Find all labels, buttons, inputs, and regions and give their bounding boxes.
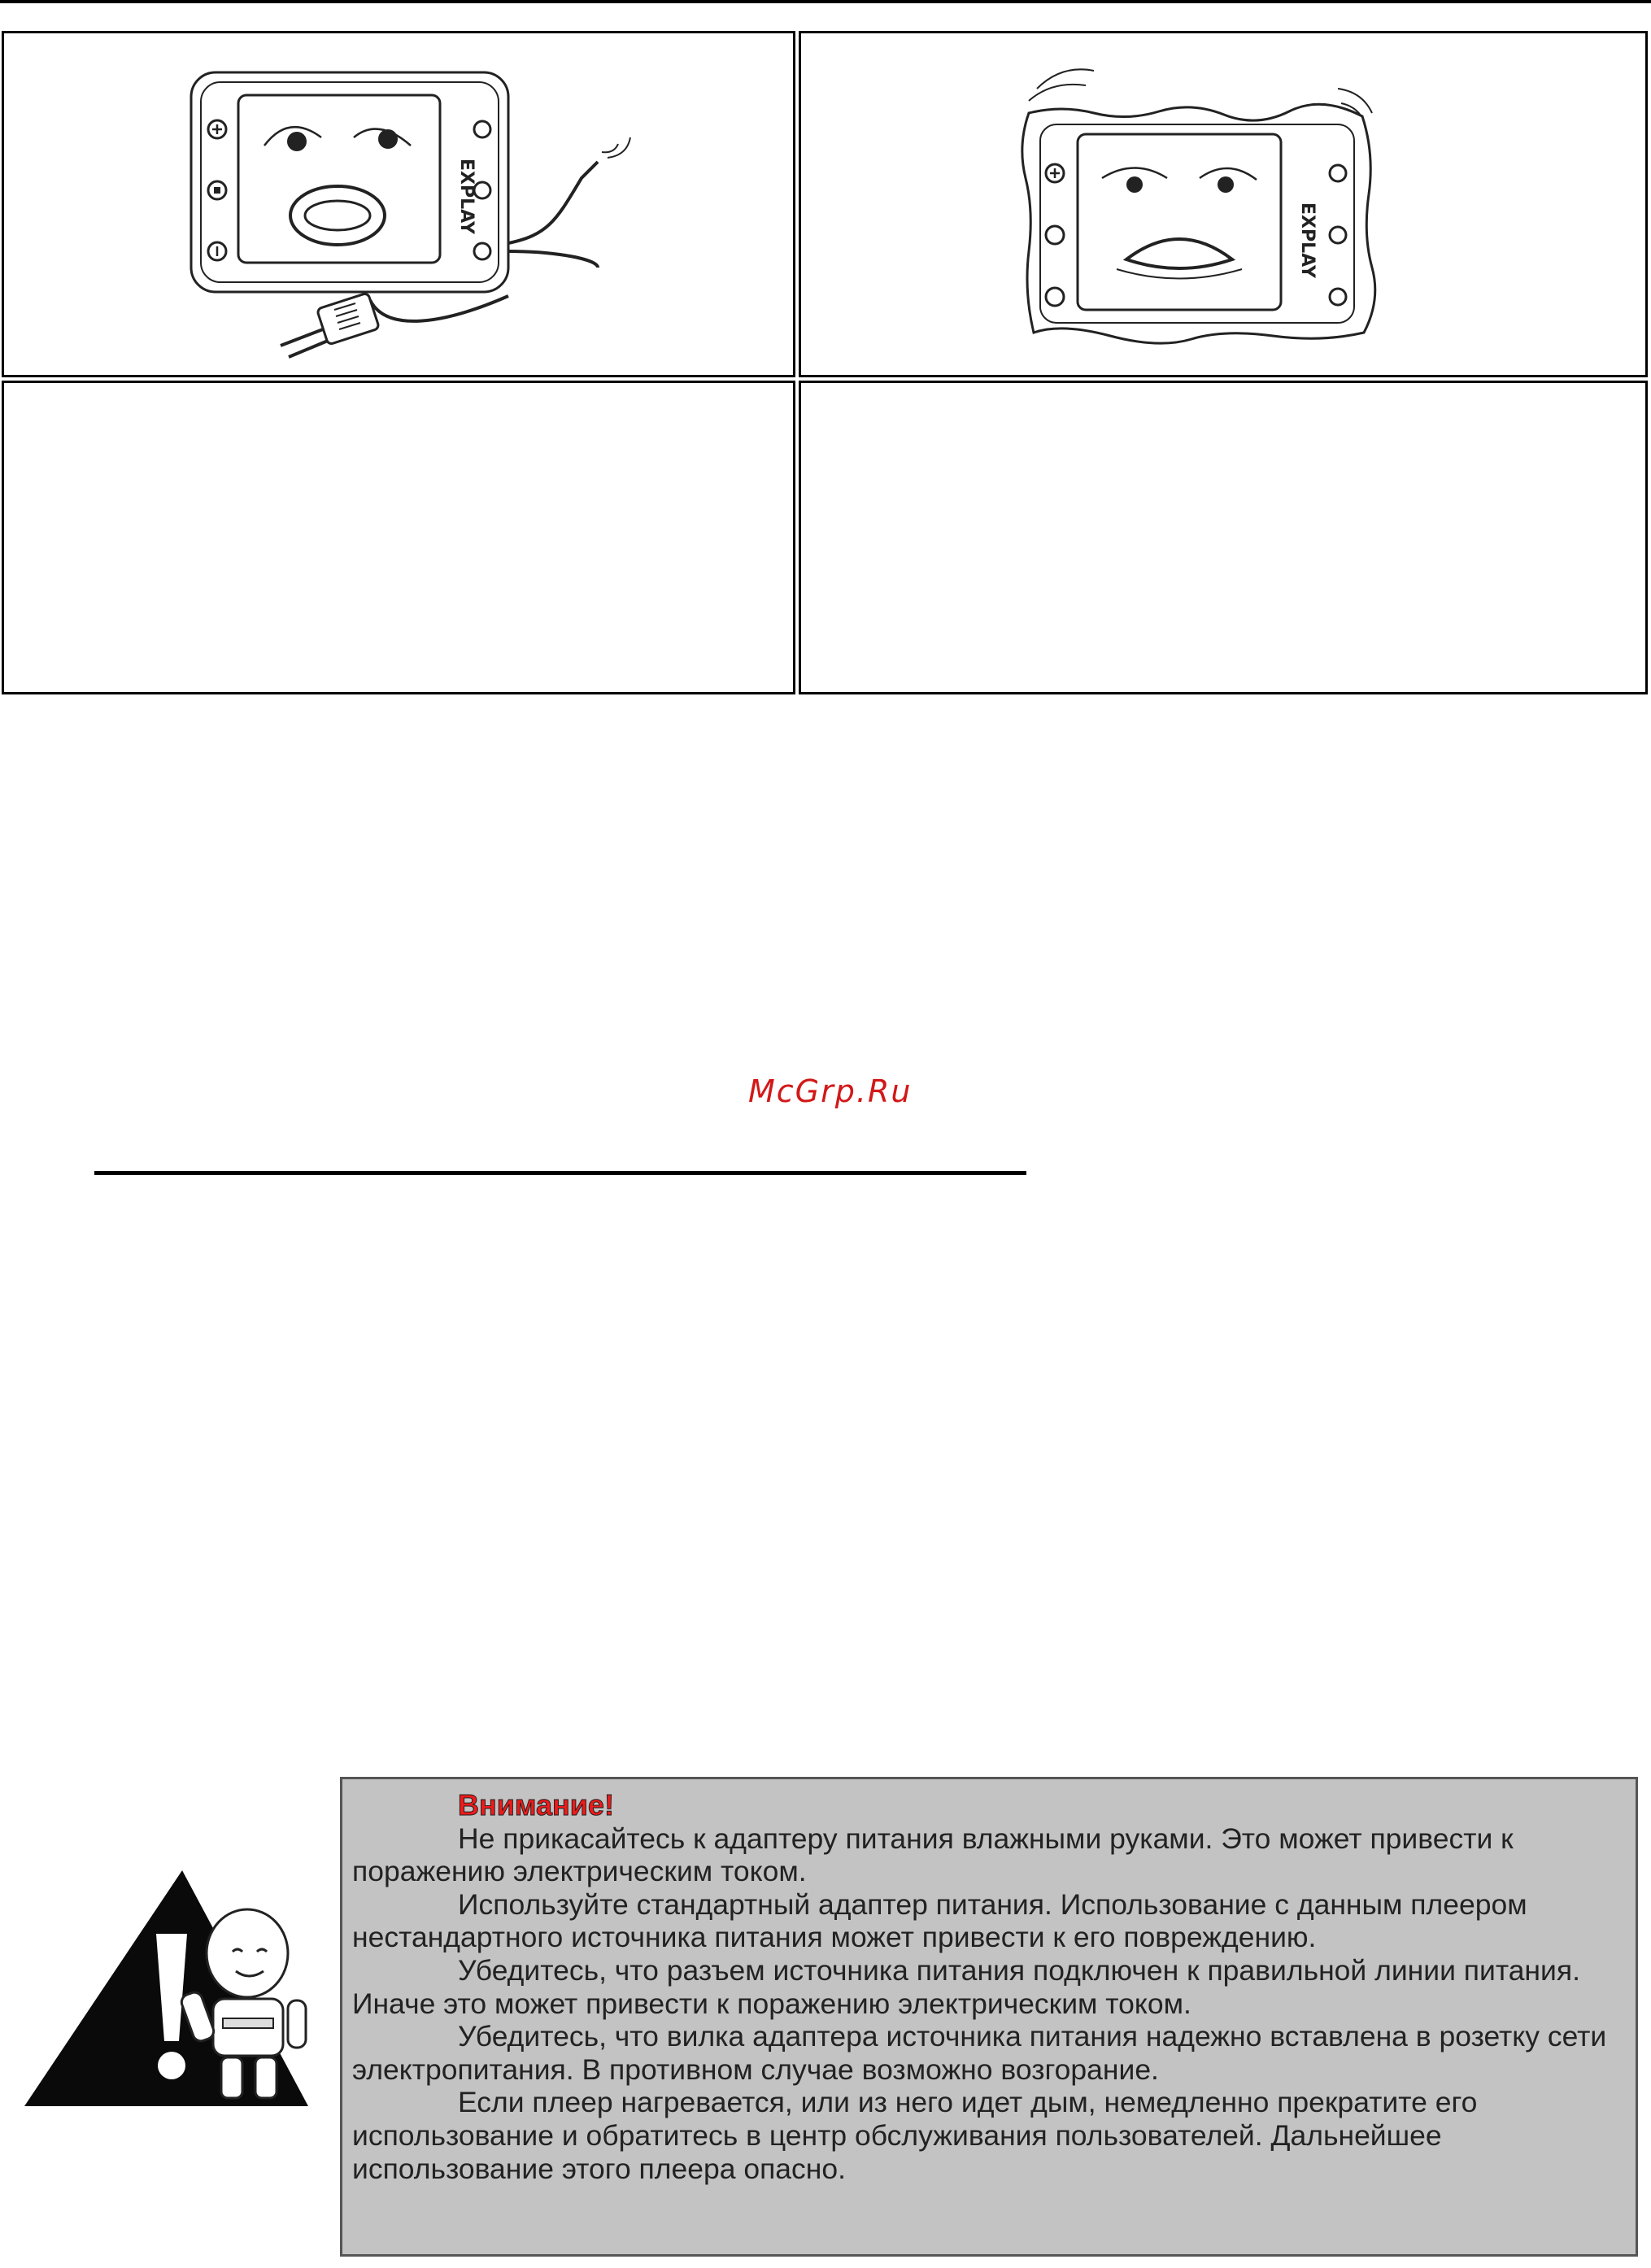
warning-paragraph: Убедитесь, что разъем источника питания подключен к правильной линии питания. Иначе это может привести к поражению электрическим током. xyxy=(352,1953,1580,2020)
player-shaking-icon xyxy=(1013,56,1419,365)
horizontal-rule xyxy=(94,1171,1026,1175)
warning-paragraph: Используйте стандартный адаптер питания. Использование с данным плеером нестандартного источника питания может привести к его повреждению. xyxy=(352,1887,1527,1954)
warning-paragraph: Убедитесь, что вилка адаптера источника питания надежно вставлена в розетку сети электропитания. В противном случае возможно возгорание. xyxy=(352,2020,1607,2086)
warning-title: Внимание! xyxy=(458,1788,614,1822)
top-rule xyxy=(0,0,1651,3)
warning-paragraph: Если плеер нагревается, или из него идет дым, немедленно прекратите его использование и обратитесь в центр обслуживания пользователей. Дальнейшее использование этого плеера опасно. xyxy=(352,2086,1478,2185)
watermark: McGrp.Ru xyxy=(748,1073,913,1109)
player-with-plug-icon xyxy=(175,56,663,365)
warning-triangle-robot-icon xyxy=(20,1862,312,2122)
illustration-table xyxy=(0,31,1649,694)
table-cell-empty-right xyxy=(799,381,1648,694)
warning-paragraph: Не прикасайтесь к адаптеру питания влажными руками. Это может привести к поражению электрическим током. xyxy=(352,1822,1514,1888)
table-cell-empty-left xyxy=(2,381,795,694)
brand-logo: EXPLAY xyxy=(456,159,477,234)
brand-logo-right: EXPLAY xyxy=(1297,202,1318,278)
table-cell-illustration-right xyxy=(799,31,1648,377)
table-cell-illustration-left xyxy=(2,31,795,377)
warning-box xyxy=(340,1777,1638,2257)
